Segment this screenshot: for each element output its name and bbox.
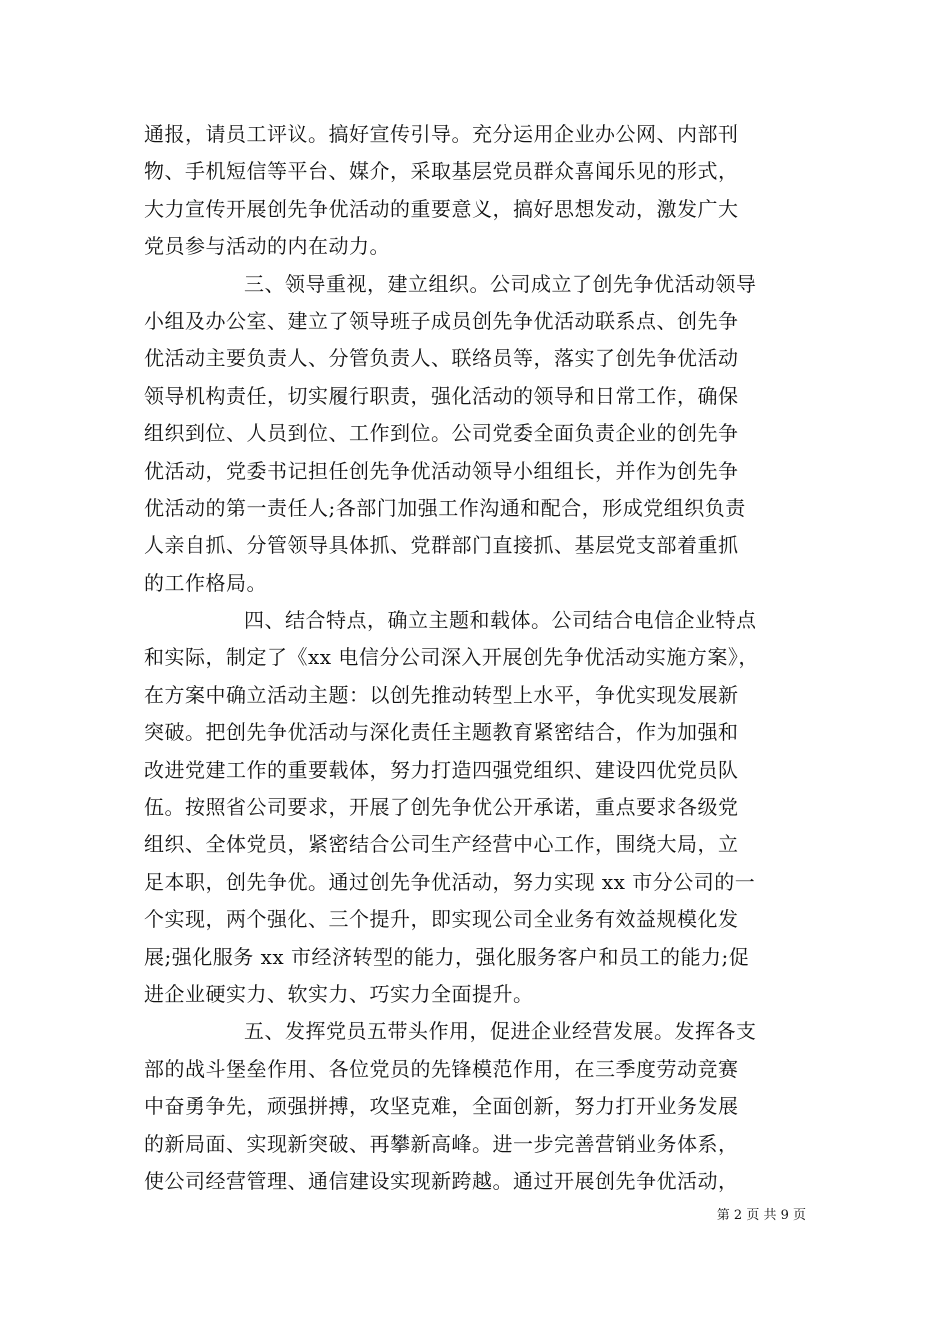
text-line: 和实际，制定了《xx 电信分公司深入开展创先争优活动实施方案》， [144, 645, 759, 670]
text-line: 个实现，两个强化、三个提升，即实现公司全业务有效益规模化发 [144, 907, 739, 932]
document-body [144, 116, 814, 1200]
text-line: 领导机构责任，切实履行职责，强化活动的领导和日常工作，确保 [144, 383, 739, 408]
text-line: 优活动的第一责任人;各部门加强工作沟通和配合，形成党组织负责 [144, 495, 746, 520]
text-line: 小组及办公室、建立了领导班子成员创先争优活动联系点、创先争 [144, 308, 739, 333]
text-line: 部的战斗堡垒作用、各位党员的先锋模范作用，在三季度劳动竞赛 [144, 1056, 739, 1081]
text-line: 大力宣传开展创先争优活动的重要意义，搞好思想发动，激发广大 [144, 196, 739, 221]
text-line: 展;强化服务 xx 市经济转型的能力，强化服务客户和员工的能力;促 [144, 944, 750, 969]
text-line: 中奋勇争先，顽强拼搏，攻坚克难，全面创新，努力打开业务发展 [144, 1094, 739, 1119]
text-line: 人亲自抓、分管领导具体抓、党群部门直接抓、基层党支部着重抓 [144, 533, 739, 558]
text-line: 突破。把创先争优活动与深化责任主题教育紧密结合，作为加强和 [144, 720, 739, 745]
text-line: 四、结合特点，确立主题和载体。公司结合电信企业特点 [244, 608, 757, 633]
text-line: 优活动主要负责人、分管负责人、联络员等，落实了创先争优活动 [144, 346, 739, 371]
text-line: 物、手机短信等平台、媒介，采取基层党员群众喜闻乐见的形式， [144, 159, 739, 184]
text-line: 伍。按照省公司要求，开展了创先争优公开承诺，重点要求各级党 [144, 795, 739, 820]
text-line: 改进党建工作的重要载体，努力打造四强党组织、建设四优党员队 [144, 757, 739, 782]
text-line: 使公司经营管理、通信建设实现新跨越。通过开展创先争优活动， [144, 1168, 739, 1193]
text-line: 足本职，创先争优。通过创先争优活动，努力实现 xx 市分公司的一 [144, 869, 756, 894]
text-line: 通报，请员工评议。搞好宣传引导。充分运用企业办公网、内部刊 [144, 122, 739, 146]
text-line: 的新局面、实现新突破、再攀新高峰。进一步完善营销业务体系， [144, 1131, 739, 1156]
text-line: 进企业硬实力、软实力、巧实力全面提升。 [144, 981, 534, 1006]
text-line: 五、发挥党员五带头作用，促进企业经营发展。发挥各支 [244, 1019, 757, 1044]
text-line: 优活动，党委书记担任创先争优活动领导小组组长，并作为创先争 [144, 458, 739, 483]
text-line: 三、领导重视，建立组织。公司成立了创先争优活动领导 [244, 271, 757, 296]
text-line: 的工作格局。 [144, 570, 267, 595]
text-line: 组织、全体党员，紧密结合公司生产经营中心工作，围绕大局，立 [144, 832, 739, 857]
text-line: 组织到位、人员到位、工作到位。公司党委全面负责企业的创先争 [144, 421, 739, 446]
page-number-footer: 第 2 页 共 9 页 [716, 1208, 806, 1223]
text-line: 在方案中确立活动主题：以创先推动转型上水平，争优实现发展新 [144, 682, 739, 707]
text-line: 党员参与活动的内在动力。 [144, 234, 390, 259]
